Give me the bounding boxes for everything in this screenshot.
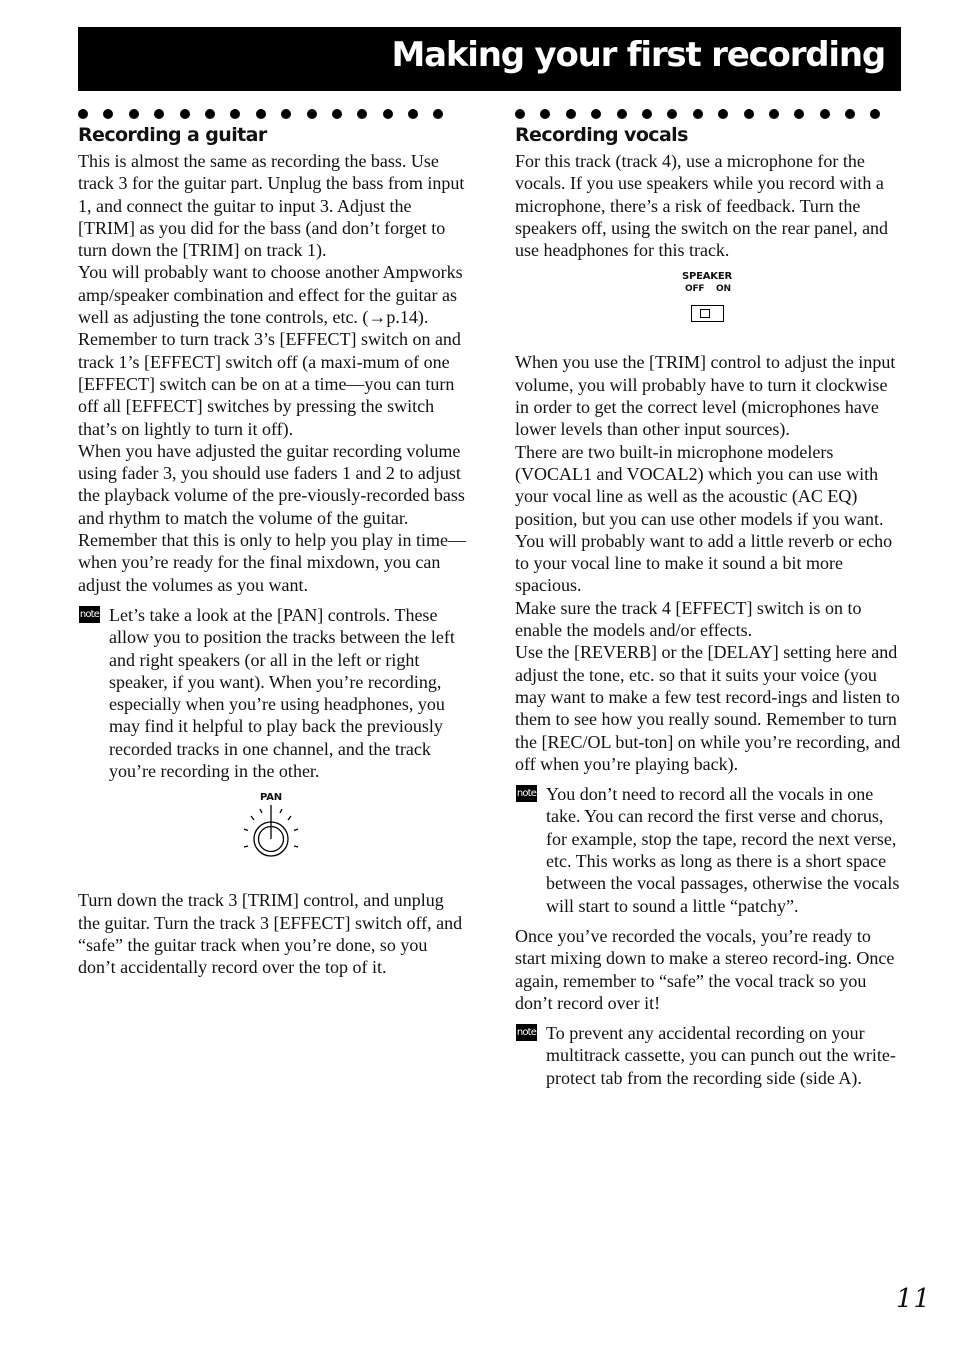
speaker-label: SPEAKER <box>682 271 732 283</box>
speaker-switch-figure <box>515 261 903 351</box>
note-icon: note <box>79 606 100 623</box>
note-icon: note <box>516 785 537 802</box>
note-text: You don’t need to record all the vocals in one take. You can record the first verse and chorus, for example, stop the tape, record the next verse, etc. This works as long as there is a short space between the vocal passages, otherwise the vocals will start to sound a little “patchy”. <box>546 784 900 916</box>
note-write-protect <box>515 1022 903 1089</box>
speaker-off-label: OFF <box>685 284 705 295</box>
page-header <box>78 27 901 91</box>
speaker-on-label: ON <box>716 284 731 295</box>
section-dot-rule <box>78 104 466 124</box>
note-text: To prevent any accidental recording on your multitrack cassette, you can punch out the write-protect tab from the recording side (side A). <box>546 1023 896 1088</box>
vocals-paragraph: You will probably want to add a little reverb or echo to your vocal line to make it sound a bit more spacious. <box>515 530 893 596</box>
section-dot-rule <box>515 104 903 124</box>
pan-label: PAN <box>260 792 282 804</box>
vocals-paragraph: Use the [REVERB] or the [DELAY] setting here and adjust the tone, etc. so that it suits your voice (you may want to make a few test record-ings and listen to them to see how you really sound. Remember to turn the [REC/OL but-ton] on while you’re recording, and off when you’re playing back). <box>515 642 901 774</box>
guitar-paragraph: You will probably want to choose another Ampworks amp/speaker combination and effect for the guitar as well as adjusting the tone controls, etc. (→p.14). <box>78 262 463 328</box>
guitar-paragraph: This is almost the same as recording the bass. Use track 3 for the guitar part. Unplug the bass from input 1, and connect the guitar to input 3. Adjust the [TRIM] as you did for the bass (and don’t forget to turn down the [TRIM] on track 1). <box>78 151 465 261</box>
right-column <box>515 104 903 1089</box>
left-column <box>78 104 466 979</box>
note-takes <box>515 783 903 917</box>
section-heading-vocals: Recording vocals <box>515 124 688 146</box>
vocals-paragraph: There are two built-in microphone modelers (VOCAL1 and VOCAL2) which you can use with your vocal line as well as the acoustic (AC EQ) position, but you can use other models if you want. <box>515 441 884 529</box>
page-title: Making your first recording <box>391 35 885 75</box>
pan-knob-icon <box>241 803 301 875</box>
vocals-paragraph: Make sure the track 4 [EFFECT] switch is on to enable the models and/or effects. <box>515 597 862 641</box>
note-text: Let’s take a look at the [PAN] controls. These allow you to position the tracks between the left and right speakers (or all in the left or right speaker, if you want). When you’re recording, especially when you’re using headphones, you may find it helpful to play back the previously recorded tracks in one channel, and the track you’re recording in the other. <box>109 604 455 782</box>
section-heading-guitar: Recording a guitar <box>78 124 267 146</box>
note-icon: note <box>516 1024 537 1041</box>
vocals-paragraph: When you use the [TRIM] control to adjust the input volume, you will probably have to turn it clockwise in order to get the correct level (microphones have lower levels than other input sources). <box>515 352 896 440</box>
page-number: 11 <box>896 1284 932 1314</box>
guitar-paragraph: When you have adjusted the guitar recording volume using fader 3, you should use faders 1 and 2 to adjust the playback volume of the pre-viously-recorded bass and rhythm to match the volume of the guitar. Remember that this is only to help you play in time—when you’re ready for the final mixdown, you can adjust the volumes as you want. <box>78 440 466 595</box>
speaker-switch-icon <box>691 305 724 322</box>
pan-knob-figure <box>78 792 466 887</box>
guitar-paragraph: Remember to turn track 3’s [EFFECT] switch on and track 1’s [EFFECT] switch off (a maxi-mum of one [EFFECT] switch can be on at a time—you can turn off all [EFFECT] switches by pressing the switch that’s on lightly to turn it off). <box>78 329 461 439</box>
note-pan <box>78 604 466 782</box>
guitar-closing-paragraph: Turn down the track 3 [TRIM] control, and unplug the guitar. Turn the track 3 [EFFECT] switch off, and “safe” the guitar track when you’re done, so you don’t accidentally record over the top of it. <box>78 890 463 978</box>
vocals-intro-paragraph: For this track (track 4), use a microphone for the vocals. If you use speakers while you record with a microphone, there’s a risk of feedback. Turn the speakers off, using the switch on the rear panel, and use headphones for this track. <box>515 151 889 261</box>
mixdown-paragraph: Once you’ve recorded the vocals, you’re ready to start mixing down to make a stereo record-ing. Once again, remember to “safe” the vocal track so you don’t record over it! <box>515 925 895 1013</box>
